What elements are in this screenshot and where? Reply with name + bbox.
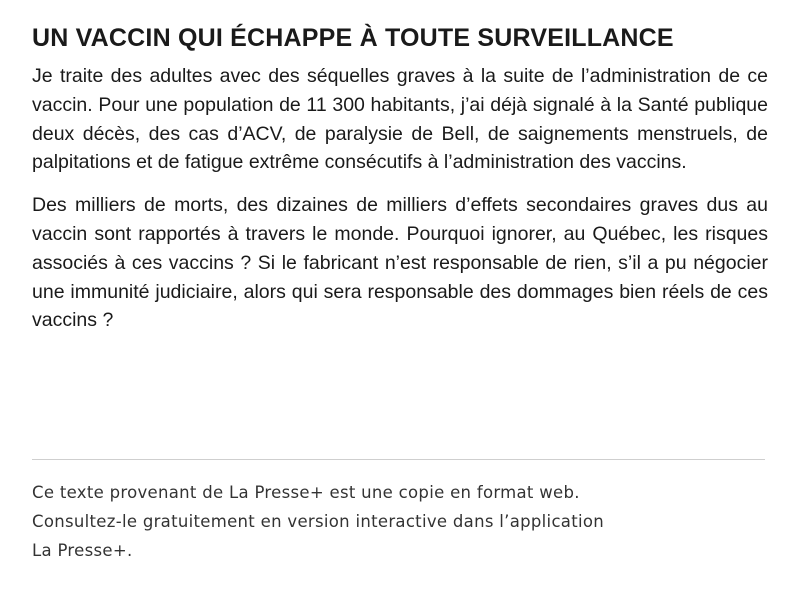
- article-headline: UN VACCIN QUI ÉCHAPPE À TOUTE SURVEILLANCE: [32, 24, 674, 52]
- article: [32, 22, 768, 349]
- footer-divider: [32, 459, 765, 460]
- article-paragraph-2: Des milliers de morts, des dizaines de milliers d’effets secondaires graves dus au vaccin sont rapportés à travers le monde. Pourquoi ignorer, au Québec, les risques associés à ces vaccins ? Si le fabricant n’est responsable de rien, s’il a pu négocier une immunité judiciaire, alors qui sera responsable des dommages bien réels de ces vaccins ?: [32, 194, 768, 332]
- footer-line-1: Ce texte provenant de La Presse+ est une copie en format web.: [32, 483, 580, 502]
- footer-note: [32, 478, 768, 565]
- article-paragraph-1: Je traite des adultes avec des séquelles graves à la suite de l’administration de ce vaccin. Pour une population de 11 300 habitants, j’ai déjà signalé à la Santé publique deux décès, des cas d’ACV, de paralysie de Bell, de saignements menstruels, de palpitations et de fatigue extrême consécutifs à l’administration des vaccins.: [32, 65, 768, 174]
- footer-line-2: Consultez-le gratuitement en version interactive dans l’application: [32, 512, 605, 531]
- footer-line-3: La Presse+.: [32, 541, 133, 560]
